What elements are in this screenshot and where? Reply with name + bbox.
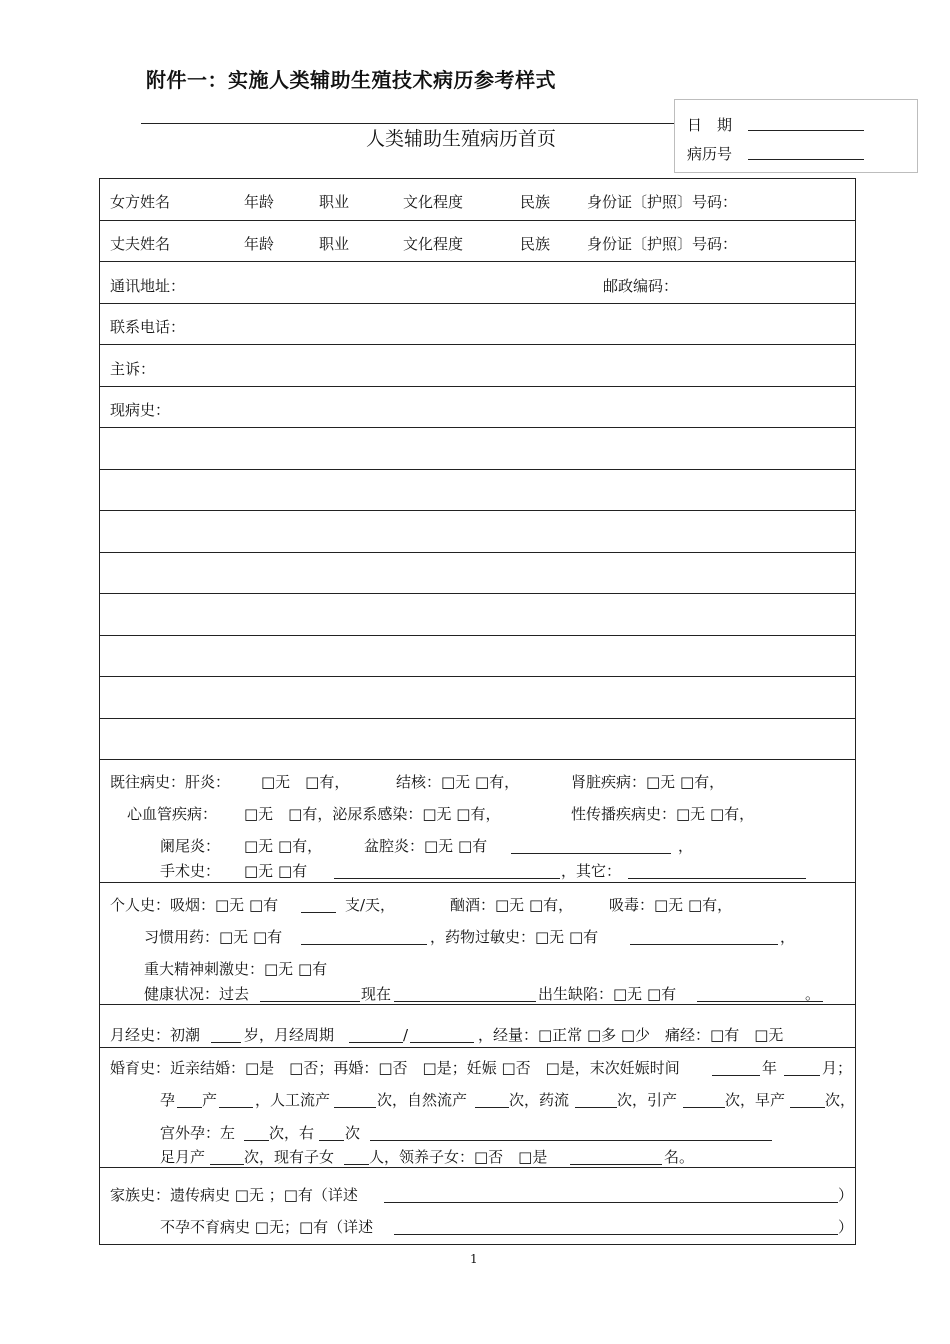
comma-text: ， [678,837,694,855]
para-field[interactable] [219,1093,253,1108]
female-occupation-label: 职业 [319,193,350,211]
premature-birth-field[interactable] [790,1093,825,1108]
premature-birth-label: 次，早产 [725,1091,786,1109]
flow-and-pain-options[interactable]: ，经量：□正常 □多 □少 痛经：□有 □无 [478,1026,784,1044]
record-number-label: 病历号 [687,145,733,163]
ectopic-pregnancy-label: 宫外孕：左 [160,1124,236,1142]
drug-abuse-options[interactable]: 吸毒：□无 □有， [609,896,733,914]
husband-education-label: 文化程度 [403,235,464,253]
slash-text: / [403,1026,409,1044]
appendicitis-label: 阑尾炎： [160,837,221,855]
mental-stimulus-options[interactable]: 重大精神刺激史：□无 □有 [144,960,328,978]
past-history-label: 既往病史：肝炎： [110,773,231,791]
record-info-box [674,99,918,173]
induced-abortion-label: ，人工流产 [255,1091,331,1109]
husband-name-label: 丈夫姓名 [110,235,171,253]
address-label: 通讯地址： [110,277,186,295]
row-divider [100,676,855,677]
menstrual-history-label: 月经史：初潮 [110,1026,201,1044]
drug-allergy-field[interactable] [630,930,778,945]
persons-text: 名。 [664,1148,695,1166]
female-id-label: 身份证〔护照〕号码： [587,193,738,211]
full-term-label: 足月产 [160,1148,206,1166]
female-age-label: 年龄 [244,193,275,211]
menarche-age-field[interactable] [211,1028,241,1043]
female-education-label: 文化程度 [403,193,464,211]
present-illness-label: 现病史： [110,401,171,419]
row-divider [100,344,855,345]
ectopic-left-field[interactable] [244,1126,269,1141]
family-history-label[interactable]: 家族史：遗传病史 □无 ；□有（详述 [110,1186,358,1204]
row-divider [100,427,855,428]
health-now-field[interactable] [394,987,536,1002]
times-text: 次 [345,1124,361,1142]
surgery-history-label: 手术史： [160,862,221,880]
full-term-field[interactable] [210,1150,244,1165]
hepatitis-options[interactable]: □无 □有， [261,773,350,791]
postcode-label: 邮政编码： [603,277,679,295]
date-field[interactable] [748,130,864,131]
ectopic-detail-field[interactable] [370,1126,772,1141]
row-divider [100,1004,855,1005]
cardiovascular-label: 心血管疾病： [127,805,218,823]
cardiovascular-uti-options[interactable]: □无 □有，泌尿系感染：□无 □有， [244,805,501,823]
row-divider [100,1047,855,1048]
row-divider [100,759,855,760]
husband-id-label: 身份证〔护照〕号码： [587,235,738,253]
spontaneous-abortion-field[interactable] [475,1093,509,1108]
habitual-medication-field[interactable] [301,930,427,945]
date-label: 日 期 [687,116,733,134]
marital-history-label[interactable]: 婚育史：近亲结婚：□是 □否；再婚：□否 □是；妊娠 □否 □是，末次妊娠时间 [110,1059,680,1077]
cycle-label: 岁，月经周期 [244,1026,335,1044]
gravida-field[interactable] [177,1093,202,1108]
habitual-medication-label[interactable]: 习惯用药：□无 □有 [144,928,283,946]
spontaneous-abortion-label: 次，自然流产 [377,1091,468,1109]
period-days-field[interactable] [349,1028,403,1043]
close-paren-text: ） [838,1218,854,1236]
pelvic-inflammation-options[interactable]: 盆腔炎：□无 □有 [364,837,488,855]
cycle-days-field[interactable] [410,1028,474,1043]
ectopic-right-field[interactable] [319,1126,344,1141]
row-divider [100,469,855,470]
health-now-label: 现在 [361,985,392,1003]
other-detail-field[interactable] [628,864,806,879]
labor-induction-label: 次，引产 [617,1091,678,1109]
tuberculosis-options[interactable]: 结核：□无 □有， [396,773,520,791]
children-count-field[interactable] [344,1150,369,1165]
row-divider [100,261,855,262]
surgery-options[interactable]: □无 □有 [244,862,308,880]
female-name-label: 女方姓名 [110,193,171,211]
para-label: 产 [202,1091,218,1109]
year-text: 年 [762,1059,778,1077]
adopted-children-field[interactable] [570,1150,662,1165]
record-number-field[interactable] [748,159,864,160]
adopted-children-options[interactable]: 人，领养子女：□否 □是 [369,1148,548,1166]
pelvic-inflammation-detail-field[interactable] [511,839,671,854]
children-label: 次，现有子女 [244,1148,335,1166]
health-past-label: 健康状况：过去 [144,985,250,1003]
row-divider [100,718,855,719]
hereditary-detail-field[interactable] [384,1188,838,1203]
infertility-detail-field[interactable] [394,1220,838,1235]
drug-allergy-label[interactable]: ，药物过敏史：□无 □有 [430,928,599,946]
period-text: 。 [805,985,821,1003]
surgery-detail-field[interactable] [334,864,560,879]
cigarettes-per-day-field[interactable] [301,898,336,913]
husband-age-label: 年龄 [244,235,275,253]
medical-record-form [99,178,856,1245]
page-number: 1 [470,1252,478,1266]
personal-history-label: 个人史：吸烟：□无 □有 [110,896,279,914]
last-pregnancy-year-field[interactable] [712,1061,760,1076]
row-divider [100,882,855,883]
other-label: ，其它： [561,862,622,880]
appendicitis-options[interactable]: □无 □有， [244,837,323,855]
attachment-title: 附件一：实施人类辅助生殖技术病历参考样式 [146,68,556,92]
times-text: 次， [825,1091,856,1109]
row-divider [100,635,855,636]
husband-occupation-label: 职业 [319,235,350,253]
female-ethnicity-label: 民族 [520,193,551,211]
month-text: 月； [822,1059,853,1077]
row-divider [100,510,855,511]
induced-abortion-field[interactable] [334,1093,376,1108]
std-options[interactable]: 性传播疾病史：□无 □有， [571,805,755,823]
ectopic-right-label: 次，右 [269,1124,315,1142]
row-divider [100,1167,855,1168]
close-paren-text: ） [838,1186,854,1204]
row-divider [100,593,855,594]
medical-abortion-field[interactable] [575,1093,617,1108]
husband-ethnicity-label: 民族 [520,235,551,253]
medical-abortion-label: 次，药流 [509,1091,570,1109]
row-divider [100,220,855,221]
kidney-disease-options[interactable]: 肾脏疾病：□无 □有， [571,773,725,791]
chief-complaint-label: 主诉： [110,360,156,378]
gravida-label: 孕 [160,1091,176,1109]
cigarettes-unit-text: 支/天， [345,896,396,914]
last-pregnancy-month-field[interactable] [784,1061,820,1076]
form-title: 人类辅助生殖病历首页 [366,128,557,150]
alcohol-options[interactable]: 酗酒：□无 □有， [450,896,574,914]
health-past-field[interactable] [260,987,360,1002]
row-divider [100,552,855,553]
infertility-history-label[interactable]: 不孕不育病史 □无；□有（详述 [160,1218,374,1236]
birth-defect-options[interactable]: 出生缺陷：□无 □有 [538,985,677,1003]
labor-induction-field[interactable] [683,1093,725,1108]
phone-label: 联系电话： [110,318,186,336]
row-divider [100,303,855,304]
row-divider [100,386,855,387]
comma-text: ， [780,928,796,946]
